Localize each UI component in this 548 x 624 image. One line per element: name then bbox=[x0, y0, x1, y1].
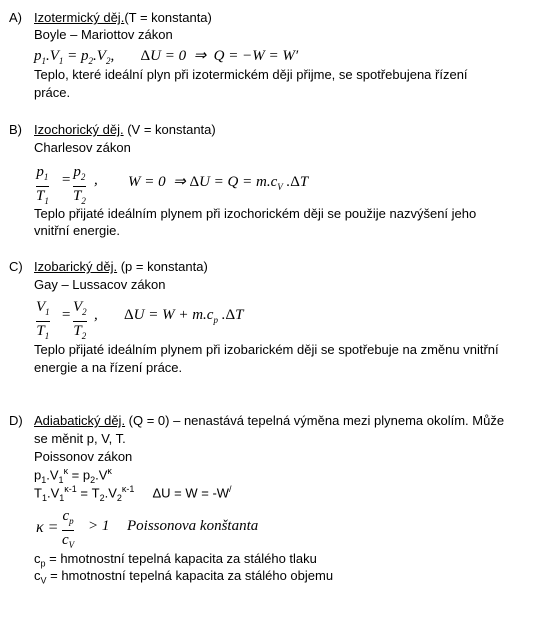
section-d-heading bbox=[34, 413, 504, 428]
section-d-cv-desc: = hmotnostní tepelná kapacita za stálého objemu bbox=[46, 568, 334, 583]
section-a-title: Izotermický děj. bbox=[34, 10, 125, 25]
section-c-equals: = bbox=[61, 307, 72, 323]
section-d-cp-line: $c_p$ = hmotnostní tepelná kapacita za stálého tlaku bbox=[34, 551, 317, 569]
section-b-fraction-p1-t1: $\frac{p_1}{T_1}$ bbox=[36, 163, 49, 210]
section-b-heading bbox=[34, 122, 216, 137]
section-a-law: Boyle – Mariottov zákon bbox=[34, 27, 173, 42]
section-d-cv-line: $c_V$ = hmotnostní tepelná kapacita za stálého objemu bbox=[34, 568, 334, 586]
section-a-letter: A) bbox=[9, 10, 22, 25]
section-b-desc-line1: Teplo přijaté ideálním plynem při izochorickém ději se použije nazvýšení jeho bbox=[34, 206, 477, 221]
section-c-law: Gay – Lussacov zákon bbox=[34, 277, 166, 292]
section-c-fraction-v2-t2: $\frac{V_2}{T_2}$ bbox=[73, 298, 87, 345]
section-d-kappa: κ = bbox=[36, 519, 59, 536]
section-d-condition-line2: se měnit p, V, T. bbox=[34, 431, 126, 446]
section-c-desc-line2: energie a na řízení práce. bbox=[34, 360, 183, 375]
section-b-comma: , bbox=[94, 172, 98, 188]
section-a-desc-line1: Teplo, které ideální plyn při izotermickém ději přijme, se spotřebujena řízení bbox=[34, 67, 468, 82]
section-d-kappa-label: Poissonova konštanta bbox=[127, 518, 259, 534]
section-c-letter: C) bbox=[9, 259, 23, 274]
section-a-formula: $p_1.V_1 = p_2.V_2$, ΔU = 0 ⇒ Q = −W = W′ bbox=[34, 48, 299, 66]
section-d-formula-2: $T_1.V_1^{\kappa-1} = T_2.V_2^{\kappa-1}$ ΔU = W = -W/ bbox=[34, 484, 232, 503]
section-b-condition: (V = konstanta) bbox=[123, 122, 216, 137]
section-d-formula-1: $p_1.V_1^\kappa = p_2.V^\kappa$ bbox=[34, 466, 112, 485]
section-b-formula: W = 0 ⇒ $\Delta U = Q = m.c_V$ .ΔT bbox=[128, 174, 309, 192]
section-b-law: Charlesov zákon bbox=[34, 140, 131, 155]
section-c-heading bbox=[34, 259, 208, 274]
section-c-title: Izobarický děj. bbox=[34, 259, 118, 274]
section-d-gt-one: > 1 bbox=[88, 518, 110, 534]
section-d-fraction-cp-cv: $\frac{c_p}{c_V}$ bbox=[62, 507, 74, 554]
section-d-law: Poissonov zákon bbox=[34, 449, 133, 464]
section-d-condition: (Q = 0) – nenastává tepelná výměna mezi plynema okolím. Může bbox=[125, 413, 505, 428]
section-c-comma: , bbox=[94, 307, 98, 323]
section-a-condition: (T = konstanta) bbox=[124, 10, 212, 25]
section-d-cp-desc: = hmotnostní tepelná kapacita za stálého tlaku bbox=[45, 551, 317, 566]
section-c-condition: (p = konstanta) bbox=[117, 259, 208, 274]
section-b-desc-line2: vnitřní energie. bbox=[34, 223, 120, 238]
section-d-title: Adiabatický děj. bbox=[34, 413, 126, 428]
section-c-fraction-v1-t1: $\frac{V_1}{T_1}$ bbox=[36, 298, 50, 345]
section-b-letter: B) bbox=[9, 122, 22, 137]
section-b-fraction-p2-t2: $\frac{p_2}{T_2}$ bbox=[73, 163, 86, 210]
section-d-letter: D) bbox=[9, 413, 23, 428]
section-c-desc-line1: Teplo přijaté ideálním plynem při izobarickém ději se spotřebuje na změnu vnitřní bbox=[34, 342, 499, 357]
section-c-formula: $\Delta U = W + m.c_p$ .ΔT bbox=[124, 307, 244, 325]
section-a-desc-line2: práce. bbox=[34, 85, 71, 100]
section-a-heading bbox=[34, 10, 212, 25]
section-b-title: Izochorický děj. bbox=[34, 122, 124, 137]
section-b-equals: = bbox=[61, 172, 72, 188]
